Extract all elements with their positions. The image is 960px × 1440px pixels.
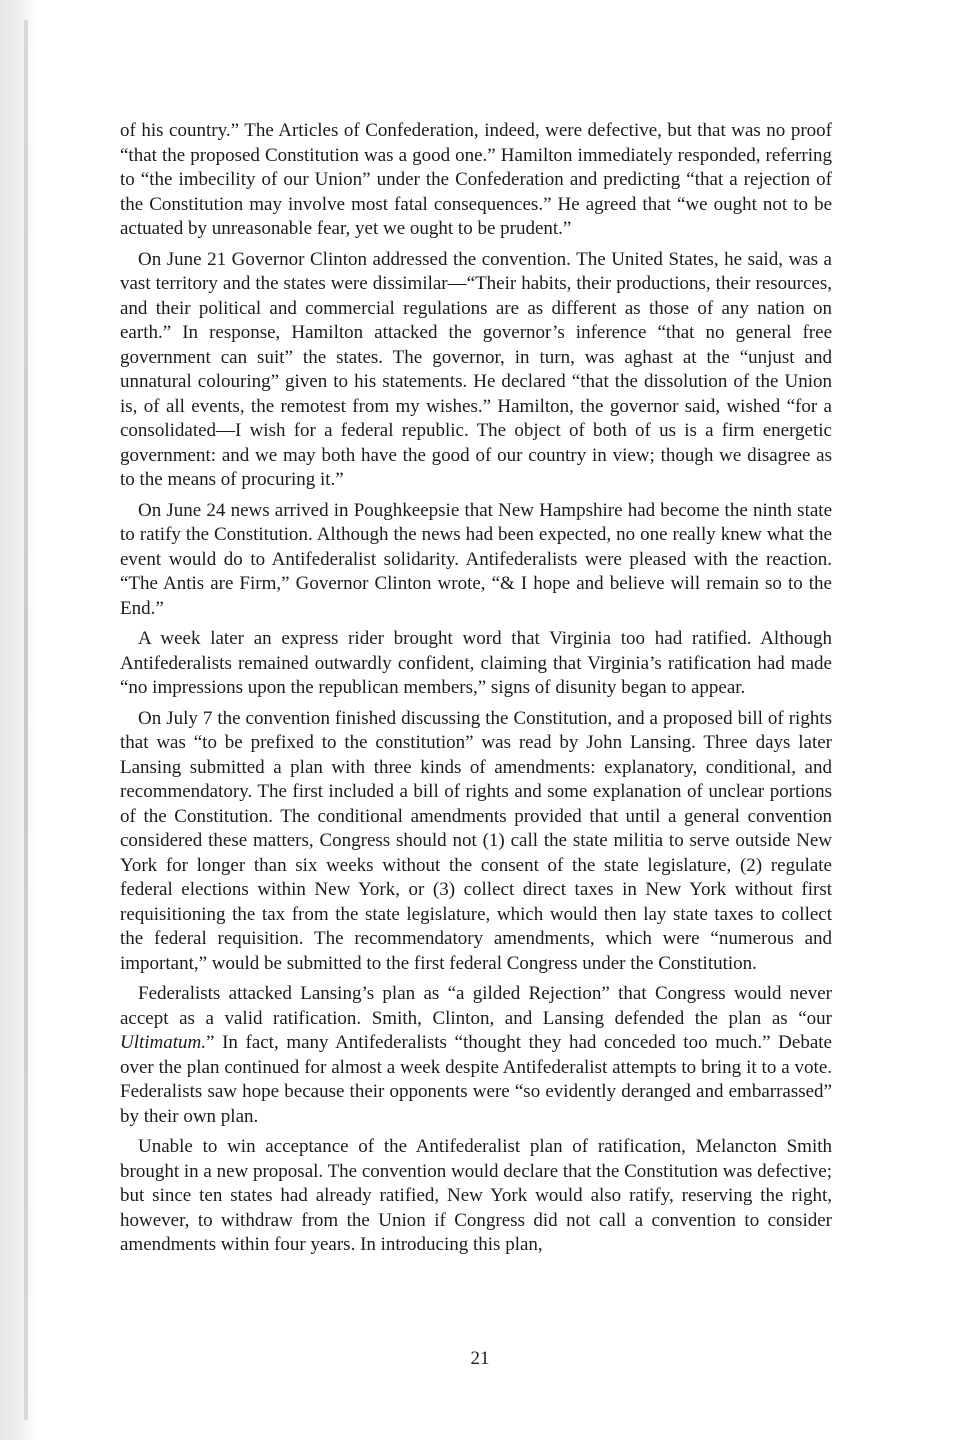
paragraph-7: Unable to win acceptance of the Antifederalist plan of ratification, Melancton Smith brought in a new proposal. The convention would declare that the Constitution was defective; but since ten states had already ratified, New York would also ratify, reserving the right, however, to withdraw from the Union if Congress did not call a convention to consider amendments within four years. In introducing this plan,: [120, 1136, 832, 1255]
paragraph-5: On July 7 the convention finished discussing the Constitution, and a proposed bill of rights that was “to be prefixed to the constitution” was read by John Lansing. Three days later Lansing submitted a plan with three kinds of amendments: explanatory, conditional, and recommendatory. The first included a bill of rights and some explanation of unclear portions of the Constitution. The conditional amendments provided that until a general convention considered these matters, Congress should not (1) call the state militia to serve outside New York for longer than six weeks without the consent of the state legislature, (2) regulate federal elections within New York, or (3) collect direct taxes in New York without first requisitioning the tax from the state legislature, which would then lay state taxes to collect the federal requisition. The recommendatory amendments, which were “numerous and important,” would be submitted to the first federal Congress under the Constitution.: [120, 707, 832, 974]
binding-shadow: [24, 20, 28, 1420]
page-binding-edge: [0, 0, 36, 1440]
paragraph-1: of his country.” The Articles of Confederation, indeed, were defective, but that was no proof “that the proposed Constitution was a good one.” Hamilton immediately responded, referring to “the imbecility of our Union” under the Confederation and predicting “that a rejection of the Constitution may involve most fatal consequences.” He agreed that “we ought not to be actuated by unreasonable fear, yet we ought to be prudent.”: [120, 120, 832, 239]
paragraph-2: On June 21 Governor Clinton addressed the convention. The United States, he said, was a vast territory and the states were dissimilar—“Their habits, their productions, their resources, and their political and commercial regulations are as different as those of any nation on earth.” In response, Hamilton attacked the governor’s inference “that no general free government can suit” the states. The governor, in turn, was aghast at the “unjust and unnatural colouring” given to his statements. He declared “that the dissolution of the Union is, of all events, the remotest from my wishes.” Hamilton, the governor said, wished “for a consolidated—I wish for a federal republic. The object of both of us is a firm energetic government: and we may both have the good of our country in view; though we disagree as to the means of procuring it.”: [120, 248, 832, 490]
page-number: 21: [470, 1348, 490, 1369]
body-text: [120, 119, 832, 1264]
paragraph-3: On June 24 news arrived in Poughkeepsie that New Hampshire had become the ninth state to ratify the Constitution. Although the news had been expected, no one really knew what the event would do to Antifederalist solidarity. Antifederalists were pleased with the reaction. “The Antis are Firm,” Governor Clinton wrote, “& I hope and believe will remain so to the End.”: [120, 499, 832, 619]
paragraph-6-italic: Ultimatum.: [120, 1032, 207, 1053]
paragraph-6-text-before: Federalists attacked Lansing’s plan as “a gilded Rejection” that Congress would never accept as a valid ratification. Smith, Clinton, and Lansing defended the plan as “our: [120, 983, 832, 1029]
paragraph-6-text-after: ” In fact, many Antifederalists “thought they had conceded too much.” Debate over the plan continued for almost a week despite Antifederalist attempts to bring it to a vote. Federalists saw hope because their opponents were “so evidently deranged and embarrassed” by their own plan.: [120, 1032, 832, 1127]
paragraph-4: A week later an express rider brought word that Virginia too had ratified. Although Antifederalists remained outwardly confident, claiming that Virginia’s ratification had made “no impressions upon the republican members,” signs of disunity began to appear.: [120, 628, 832, 698]
paragraph-6: [120, 982, 832, 1129]
